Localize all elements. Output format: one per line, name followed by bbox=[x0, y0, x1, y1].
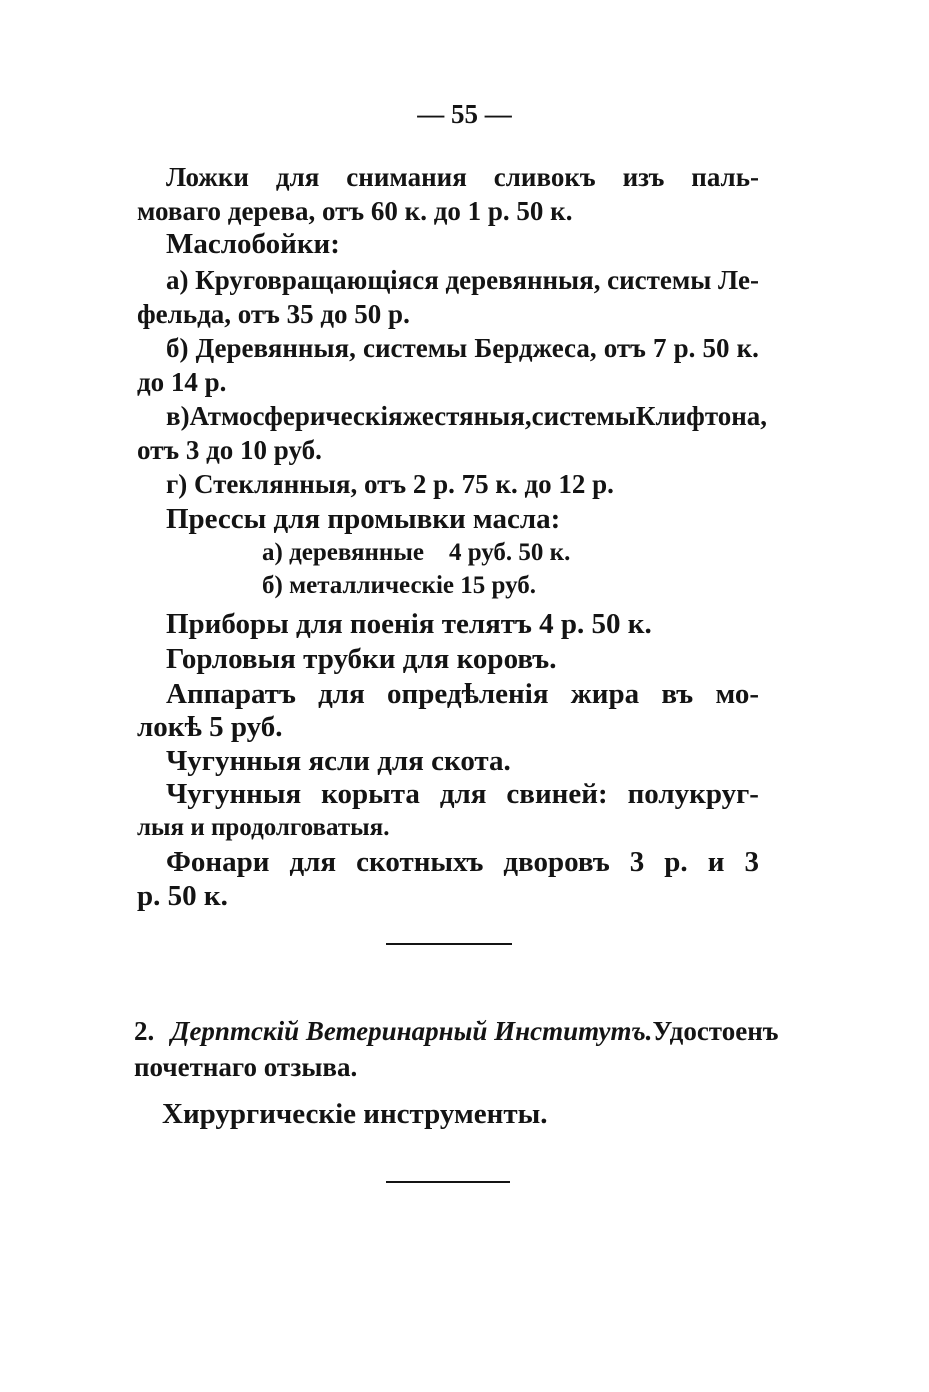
section-heading-butter-churns: Маслобойки: bbox=[166, 228, 340, 260]
line-4 bbox=[166, 263, 759, 297]
word: Деревянныя, bbox=[195, 333, 356, 363]
word: деревянныя, bbox=[445, 265, 601, 295]
word: опредѣленія bbox=[387, 678, 549, 710]
word: Удостоенъ bbox=[652, 1016, 779, 1046]
bottom-divider bbox=[386, 1181, 510, 1183]
word: Атмосферическія bbox=[189, 401, 403, 431]
line-21 bbox=[166, 845, 759, 879]
word: свиней: bbox=[506, 778, 608, 810]
word: Клифтона, bbox=[635, 401, 768, 431]
line-20: лыя и продолговатыя. bbox=[137, 814, 390, 841]
word: Фонари bbox=[166, 846, 270, 878]
line-13: б) металлическіе 15 руб. bbox=[262, 572, 536, 599]
line-7: до 14 р. bbox=[137, 367, 227, 397]
line-5: фельда, отъ 35 до 50 р. bbox=[137, 299, 410, 329]
word: изъ bbox=[622, 162, 665, 192]
line-9: отъ 3 до 10 руб. bbox=[137, 435, 322, 465]
word: 50 bbox=[702, 333, 730, 363]
word: для bbox=[275, 162, 320, 192]
word: Берджеса, bbox=[474, 333, 597, 363]
word: в) bbox=[166, 401, 190, 431]
institution-name: Дерптскій Ветеринарный Институтъ. bbox=[171, 1016, 653, 1046]
line-12: а) деревянные 4 руб. 50 к. bbox=[262, 539, 571, 566]
word: Круговращающіяся bbox=[195, 265, 439, 295]
word: отъ bbox=[603, 333, 646, 363]
word: корыта bbox=[321, 778, 420, 810]
line-18: Чугунныя ясли для скота. bbox=[166, 745, 511, 777]
section-divider bbox=[386, 943, 512, 945]
word: 3 bbox=[629, 846, 645, 878]
word: для bbox=[318, 678, 365, 710]
word: системы bbox=[607, 265, 712, 295]
word: полукруг- bbox=[627, 778, 759, 810]
word: р. bbox=[664, 846, 688, 878]
line-6 bbox=[166, 331, 759, 365]
word: Аппаратъ bbox=[166, 678, 296, 710]
word: Чугунныя bbox=[166, 778, 302, 810]
word: снимания bbox=[346, 162, 467, 192]
line-1 bbox=[166, 160, 759, 194]
line-24: почетнаго отзыва. bbox=[134, 1052, 358, 1082]
line-2: моваго дерева, отъ 60 к. до 1 р. 50 к. bbox=[137, 196, 573, 226]
word: а) bbox=[166, 265, 189, 295]
word: системы bbox=[531, 401, 636, 431]
word: и bbox=[707, 846, 725, 878]
word: жира bbox=[570, 678, 640, 710]
page-number: — 55 — bbox=[417, 99, 512, 129]
word: 7 bbox=[653, 333, 667, 363]
word: мо- bbox=[715, 678, 759, 710]
word: скотныхъ bbox=[356, 846, 484, 878]
word: дворовъ bbox=[503, 846, 610, 878]
line-16 bbox=[166, 677, 759, 711]
word: системы bbox=[363, 333, 468, 363]
word: для bbox=[289, 846, 337, 878]
word: жестяныя, bbox=[402, 401, 532, 431]
line-25: Хирургическіе инструменты. bbox=[162, 1098, 548, 1130]
line-15: Горловыя трубки для коровъ. bbox=[166, 643, 557, 675]
section-heading-butter-presses: Прессы для промывки масла: bbox=[166, 503, 561, 535]
line-23 bbox=[134, 1014, 779, 1048]
line-14: Приборы для поенія телятъ 4 р. 50 к. bbox=[166, 608, 652, 640]
word: 3 bbox=[744, 846, 759, 878]
word: паль- bbox=[691, 162, 759, 192]
word: к. bbox=[736, 333, 759, 363]
line-17: локѣ 5 руб. bbox=[137, 711, 283, 743]
word: для bbox=[439, 778, 487, 810]
line-22: р. 50 к. bbox=[137, 880, 228, 912]
word: б) bbox=[166, 333, 189, 363]
word: р. bbox=[673, 333, 696, 363]
entry-number: 2. Дерптскій Ветеринарный Институтъ. bbox=[134, 1016, 653, 1046]
word: сливокъ bbox=[493, 162, 596, 192]
line-10: г) Стеклянныя, отъ 2 р. 75 к. до 12 р. bbox=[166, 469, 614, 499]
word: въ bbox=[661, 678, 694, 710]
word: Ложки bbox=[166, 162, 249, 192]
word: Ле- bbox=[718, 265, 759, 295]
line-19 bbox=[166, 777, 759, 811]
line-8 bbox=[166, 399, 768, 433]
